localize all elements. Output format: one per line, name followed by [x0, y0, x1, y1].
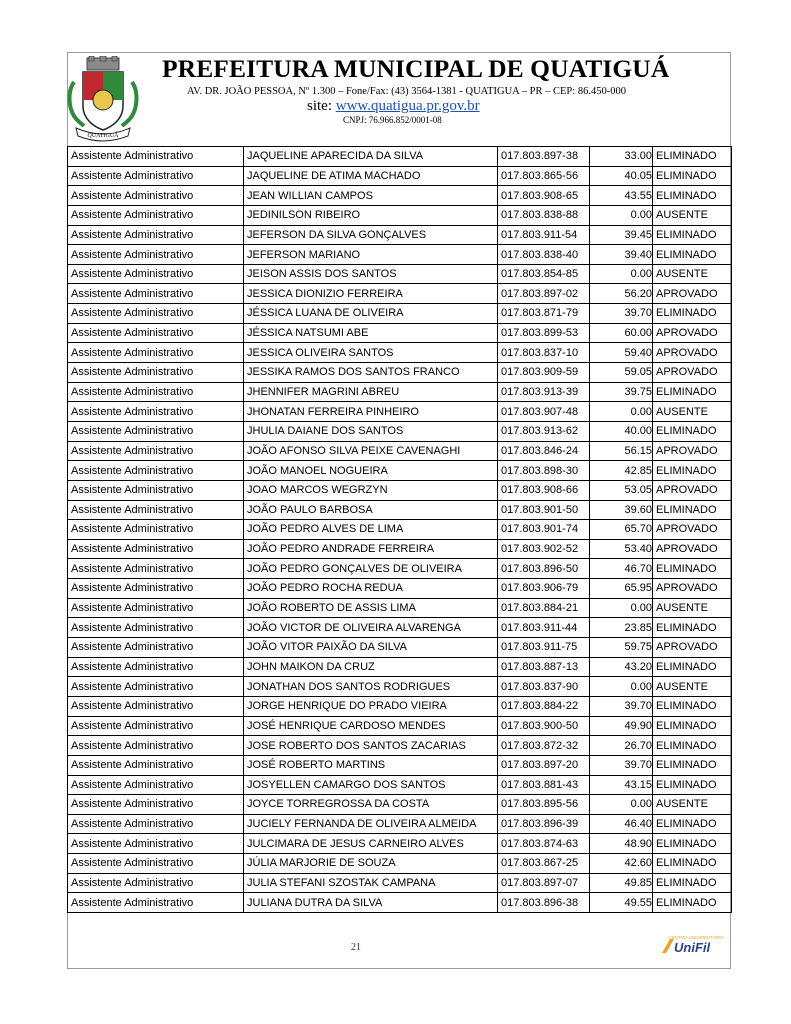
cell-name: JAQUELINE DE ATIMA MACHADO [244, 166, 498, 186]
cell-id: 017.803.898-30 [498, 461, 590, 481]
cell-status: APROVADO [653, 284, 732, 304]
cell-name: JOÃO PAULO BARBOSA [244, 500, 498, 520]
cell-status: ELIMINADO [653, 755, 732, 775]
cell-score: 60.00 [590, 323, 653, 343]
cell-status: AUSENTE [653, 795, 732, 815]
cell-status: AUSENTE [653, 677, 732, 697]
cell-score: 39.70 [590, 696, 653, 716]
cell-name: JHULIA DAIANE DOS SANTOS [244, 421, 498, 441]
cell-role: Assistente Administrativo [68, 225, 244, 245]
cell-name: JESSICA OLIVEIRA SANTOS [244, 343, 498, 363]
cell-id: 017.803.899-53 [498, 323, 590, 343]
cell-score: 46.70 [590, 559, 653, 579]
cell-status: AUSENTE [653, 402, 732, 422]
cell-name: JOÃO PEDRO ANDRADE FERREIRA [244, 539, 498, 559]
cell-score: 40.00 [590, 421, 653, 441]
cell-id: 017.803.884-21 [498, 598, 590, 618]
cell-id: 017.803.881-43 [498, 775, 590, 795]
cell-role: Assistente Administrativo [68, 559, 244, 579]
cell-role: Assistente Administrativo [68, 696, 244, 716]
cell-name: JULIA STEFANI SZOSTAK CAMPANA [244, 873, 498, 893]
cell-id: 017.803.911-54 [498, 225, 590, 245]
cell-role: Assistente Administrativo [68, 795, 244, 815]
cell-role: Assistente Administrativo [68, 755, 244, 775]
table-row [68, 382, 732, 402]
cell-role: Assistente Administrativo [68, 343, 244, 363]
table-row [68, 264, 732, 284]
cell-status: ELIMINADO [653, 814, 732, 834]
table-row [68, 736, 732, 756]
cell-id: 017.803.911-75 [498, 638, 590, 658]
cell-name: JHONATAN FERREIRA PINHEIRO [244, 402, 498, 422]
cell-name: JULCIMARA DE JESUS CARNEIRO ALVES [244, 834, 498, 854]
cell-role: Assistente Administrativo [68, 638, 244, 658]
table-row [68, 205, 732, 225]
cell-role: Assistente Administrativo [68, 363, 244, 383]
cell-score: 48.90 [590, 834, 653, 854]
cell-score: 56.20 [590, 284, 653, 304]
cell-id: 017.803.865-56 [498, 166, 590, 186]
cell-status: ELIMINADO [653, 696, 732, 716]
cell-role: Assistente Administrativo [68, 854, 244, 874]
cell-score: 65.95 [590, 579, 653, 599]
cell-score: 42.85 [590, 461, 653, 481]
cell-status: AUSENTE [653, 205, 732, 225]
table-row [68, 677, 732, 697]
cell-score: 59.05 [590, 363, 653, 383]
cell-score: 0.00 [590, 677, 653, 697]
cell-name: JOÃO PEDRO GONÇALVES DE OLIVEIRA [244, 559, 498, 579]
cell-status: AUSENTE [653, 264, 732, 284]
page-number: 21 [351, 942, 361, 953]
cell-role: Assistente Administrativo [68, 677, 244, 697]
cell-name: JOÃO VICTOR DE OLIVEIRA ALVARENGA [244, 618, 498, 638]
cell-id: 017.803.909-59 [498, 363, 590, 383]
table-row [68, 814, 732, 834]
cell-id: 017.803.913-62 [498, 421, 590, 441]
cell-score: 39.60 [590, 500, 653, 520]
table-row [68, 402, 732, 422]
table-row [68, 755, 732, 775]
cell-role: Assistente Administrativo [68, 579, 244, 599]
cell-name: JOSYELLEN CAMARGO DOS SANTOS [244, 775, 498, 795]
cell-score: 26.70 [590, 736, 653, 756]
cell-role: Assistente Administrativo [68, 873, 244, 893]
cell-role: Assistente Administrativo [68, 834, 244, 854]
table-row [68, 225, 732, 245]
cell-name: JOÃO MANOEL NOGUEIRA [244, 461, 498, 481]
unifil-logo [660, 933, 728, 955]
table-row [68, 147, 732, 167]
cell-status: ELIMINADO [653, 245, 732, 265]
cell-id: 017.803.871-79 [498, 304, 590, 324]
cell-score: 43.15 [590, 775, 653, 795]
table-row [68, 304, 732, 324]
cell-score: 65.70 [590, 520, 653, 540]
cell-score: 53.05 [590, 480, 653, 500]
table-row [68, 500, 732, 520]
cell-score: 39.70 [590, 304, 653, 324]
cell-status: APROVADO [653, 579, 732, 599]
cell-name: JESSICA DIONIZIO FERREIRA [244, 284, 498, 304]
cell-id: 017.803.887-13 [498, 657, 590, 677]
cell-status: APROVADO [653, 520, 732, 540]
cell-score: 0.00 [590, 205, 653, 225]
cell-name: JOSE ROBERTO DOS SANTOS ZACARIAS [244, 736, 498, 756]
cell-score: 49.85 [590, 873, 653, 893]
table-row [68, 657, 732, 677]
cell-score: 0.00 [590, 795, 653, 815]
cell-status: APROVADO [653, 363, 732, 383]
cell-name: JUCIELY FERNANDA DE OLIVEIRA ALMEIDA [244, 814, 498, 834]
site-line [307, 98, 480, 115]
address-line: AV. DR. JOÃO PESSOA, Nº 1.300 – Fone/Fax: (43) 3564-1381 - QUATIGUA – PR – CEP: 86.450-000 [187, 86, 626, 97]
cell-name: JOÃO AFONSO SILVA PEIXE CAVENAGHI [244, 441, 498, 461]
site-link[interactable]: www.quatigua.pr.gov.br [335, 98, 480, 114]
cell-status: ELIMINADO [653, 225, 732, 245]
cell-status: ELIMINADO [653, 834, 732, 854]
cell-status: AUSENTE [653, 598, 732, 618]
cell-id: 017.803.874-63 [498, 834, 590, 854]
cell-status: ELIMINADO [653, 873, 732, 893]
cell-name: JEFERSON DA SILVA GONÇALVES [244, 225, 498, 245]
cell-id: 017.803.901-74 [498, 520, 590, 540]
svg-text:QUATIGUÁ: QUATIGUÁ [87, 133, 119, 139]
cell-status: ELIMINADO [653, 775, 732, 795]
cell-status: ELIMINADO [653, 893, 732, 913]
cell-role: Assistente Administrativo [68, 539, 244, 559]
cell-status: ELIMINADO [653, 500, 732, 520]
cell-name: JOAO MARCOS WEGRZYN [244, 480, 498, 500]
cell-role: Assistente Administrativo [68, 520, 244, 540]
cell-id: 017.803.902-52 [498, 539, 590, 559]
cell-status: APROVADO [653, 323, 732, 343]
cell-status: ELIMINADO [653, 716, 732, 736]
cell-id: 017.803.897-38 [498, 147, 590, 167]
cell-id: 017.803.896-38 [498, 893, 590, 913]
cell-name: JAQUELINE APARECIDA DA SILVA [244, 147, 498, 167]
table-row [68, 854, 732, 874]
table-row [68, 539, 732, 559]
cell-name: JOÃO PEDRO ROCHA REDUA [244, 579, 498, 599]
cell-id: 017.803.838-40 [498, 245, 590, 265]
cell-name: JÉSSICA LUANA DE OLIVEIRA [244, 304, 498, 324]
cell-score: 39.75 [590, 382, 653, 402]
cell-id: 017.803.911-44 [498, 618, 590, 638]
cell-id: 017.803.900-50 [498, 716, 590, 736]
cell-id: 017.803.884-22 [498, 696, 590, 716]
cell-score: 0.00 [590, 264, 653, 284]
cell-id: 017.803.837-10 [498, 343, 590, 363]
cell-id: 017.803.896-39 [498, 814, 590, 834]
cell-role: Assistente Administrativo [68, 480, 244, 500]
svg-text:UniFil: UniFil [674, 940, 711, 955]
cell-role: Assistente Administrativo [68, 736, 244, 756]
cell-role: Assistente Administrativo [68, 323, 244, 343]
cell-score: 43.20 [590, 657, 653, 677]
table-row [68, 893, 732, 913]
table-row [68, 716, 732, 736]
cell-status: ELIMINADO [653, 147, 732, 167]
cell-role: Assistente Administrativo [68, 657, 244, 677]
cell-id: 017.803.897-20 [498, 755, 590, 775]
results-table [67, 146, 732, 913]
table-row [68, 873, 732, 893]
table-row [68, 461, 732, 481]
cell-name: JÚLIA MARJORIE DE SOUZA [244, 854, 498, 874]
table-row [68, 795, 732, 815]
cell-id: 017.803.913-39 [498, 382, 590, 402]
cell-name: JOHN MAIKON DA CRUZ [244, 657, 498, 677]
cell-id: 017.803.897-02 [498, 284, 590, 304]
cell-score: 49.90 [590, 716, 653, 736]
table-row [68, 245, 732, 265]
cell-role: Assistente Administrativo [68, 245, 244, 265]
cell-role: Assistente Administrativo [68, 775, 244, 795]
table-row [68, 186, 732, 206]
svg-text:CENTRO UNIVERSITÁRIO: CENTRO UNIVERSITÁRIO [668, 935, 724, 940]
cell-name: JORGE HENRIQUE DO PRADO VIEIRA [244, 696, 498, 716]
cell-status: APROVADO [653, 343, 732, 363]
cell-role: Assistente Administrativo [68, 618, 244, 638]
table-row [68, 421, 732, 441]
cell-status: ELIMINADO [653, 186, 732, 206]
cell-status: ELIMINADO [653, 461, 732, 481]
cell-name: JEAN WILLIAN CAMPOS [244, 186, 498, 206]
cell-name: JOSÉ ROBERTO MARTINS [244, 755, 498, 775]
table-row [68, 284, 732, 304]
cell-role: Assistente Administrativo [68, 421, 244, 441]
cell-name: JOÃO PEDRO ALVES DE LIMA [244, 520, 498, 540]
cell-score: 39.45 [590, 225, 653, 245]
cell-id: 017.803.867-25 [498, 854, 590, 874]
cell-name: JOÃO VITOR PAIXÃO DA SILVA [244, 638, 498, 658]
cell-id: 017.803.854-85 [498, 264, 590, 284]
cell-name: JESSIKA RAMOS DOS SANTOS FRANCO [244, 363, 498, 383]
cell-name: JULIANA DUTRA DA SILVA [244, 893, 498, 913]
cell-score: 59.40 [590, 343, 653, 363]
cell-status: ELIMINADO [653, 559, 732, 579]
cell-role: Assistente Administrativo [68, 147, 244, 167]
cell-role: Assistente Administrativo [68, 304, 244, 324]
cell-role: Assistente Administrativo [68, 402, 244, 422]
cell-status: ELIMINADO [653, 657, 732, 677]
cell-status: ELIMINADO [653, 421, 732, 441]
cell-status: ELIMINADO [653, 304, 732, 324]
cell-name: JEDINILSON RIBEIRO [244, 205, 498, 225]
cell-id: 017.803.908-65 [498, 186, 590, 206]
cell-name: JEISON ASSIS DOS SANTOS [244, 264, 498, 284]
cell-name: JOÃO ROBERTO DE ASSIS LIMA [244, 598, 498, 618]
cell-status: APROVADO [653, 539, 732, 559]
cell-status: ELIMINADO [653, 382, 732, 402]
cell-status: ELIMINADO [653, 736, 732, 756]
table-row [68, 775, 732, 795]
cell-name: JHENNIFER MAGRINI ABREU [244, 382, 498, 402]
cell-score: 53.40 [590, 539, 653, 559]
page-title: PREFEITURA MUNICIPAL DE QUATIGUÁ [162, 54, 670, 83]
cell-id: 017.803.896-50 [498, 559, 590, 579]
cell-score: 23.85 [590, 618, 653, 638]
cell-id: 017.803.895-56 [498, 795, 590, 815]
cell-status: APROVADO [653, 441, 732, 461]
cell-score: 56.15 [590, 441, 653, 461]
cell-name: JÉSSICA NATSUMI ABE [244, 323, 498, 343]
cell-role: Assistente Administrativo [68, 893, 244, 913]
cell-role: Assistente Administrativo [68, 382, 244, 402]
cell-score: 49.55 [590, 893, 653, 913]
table-row [68, 441, 732, 461]
table-row [68, 696, 732, 716]
cell-score: 43.55 [590, 186, 653, 206]
cell-id: 017.803.908-66 [498, 480, 590, 500]
table-row [68, 520, 732, 540]
cell-status: ELIMINADO [653, 854, 732, 874]
table-row [68, 618, 732, 638]
results-body [68, 147, 732, 913]
cell-id: 017.803.837-90 [498, 677, 590, 697]
site-label: site: [307, 98, 332, 114]
cell-name: JEFERSON MARIANO [244, 245, 498, 265]
cell-role: Assistente Administrativo [68, 814, 244, 834]
cell-score: 0.00 [590, 598, 653, 618]
cell-role: Assistente Administrativo [68, 716, 244, 736]
table-row [68, 834, 732, 854]
cell-name: JOSÉ HENRIQUE CARDOSO MENDES [244, 716, 498, 736]
cell-id: 017.803.872-32 [498, 736, 590, 756]
cell-role: Assistente Administrativo [68, 598, 244, 618]
cell-status: APROVADO [653, 480, 732, 500]
cell-role: Assistente Administrativo [68, 441, 244, 461]
cell-id: 017.803.901-50 [498, 500, 590, 520]
cell-id: 017.803.897-07 [498, 873, 590, 893]
cell-id: 017.803.906-79 [498, 579, 590, 599]
cell-score: 59.75 [590, 638, 653, 658]
cell-name: JOYCE TORREGROSSA DA COSTA [244, 795, 498, 815]
table-row [68, 480, 732, 500]
cell-role: Assistente Administrativo [68, 264, 244, 284]
table-row [68, 363, 732, 383]
table-row [68, 166, 732, 186]
cell-status: ELIMINADO [653, 618, 732, 638]
table-row [68, 559, 732, 579]
table-row [68, 638, 732, 658]
cell-role: Assistente Administrativo [68, 166, 244, 186]
table-row [68, 323, 732, 343]
cell-id: 017.803.838-88 [498, 205, 590, 225]
cell-role: Assistente Administrativo [68, 186, 244, 206]
cell-role: Assistente Administrativo [68, 205, 244, 225]
cell-name: JONATHAN DOS SANTOS RODRIGUES [244, 677, 498, 697]
cell-score: 46.40 [590, 814, 653, 834]
cnpj-line: CNPJ: 76.966.852/0001-08 [343, 115, 442, 125]
cell-status: ELIMINADO [653, 166, 732, 186]
cell-score: 39.40 [590, 245, 653, 265]
cell-role: Assistente Administrativo [68, 461, 244, 481]
cell-score: 42.60 [590, 854, 653, 874]
table-row [68, 343, 732, 363]
cell-role: Assistente Administrativo [68, 284, 244, 304]
cell-id: 017.803.846-24 [498, 441, 590, 461]
cell-id: 017.803.907-48 [498, 402, 590, 422]
cell-status: APROVADO [653, 638, 732, 658]
cell-role: Assistente Administrativo [68, 500, 244, 520]
cell-score: 40.05 [590, 166, 653, 186]
cell-score: 0.00 [590, 402, 653, 422]
municipal-crest [66, 56, 140, 142]
cell-score: 33.00 [590, 147, 653, 167]
table-row [68, 598, 732, 618]
cell-score: 39.70 [590, 755, 653, 775]
table-row [68, 579, 732, 599]
